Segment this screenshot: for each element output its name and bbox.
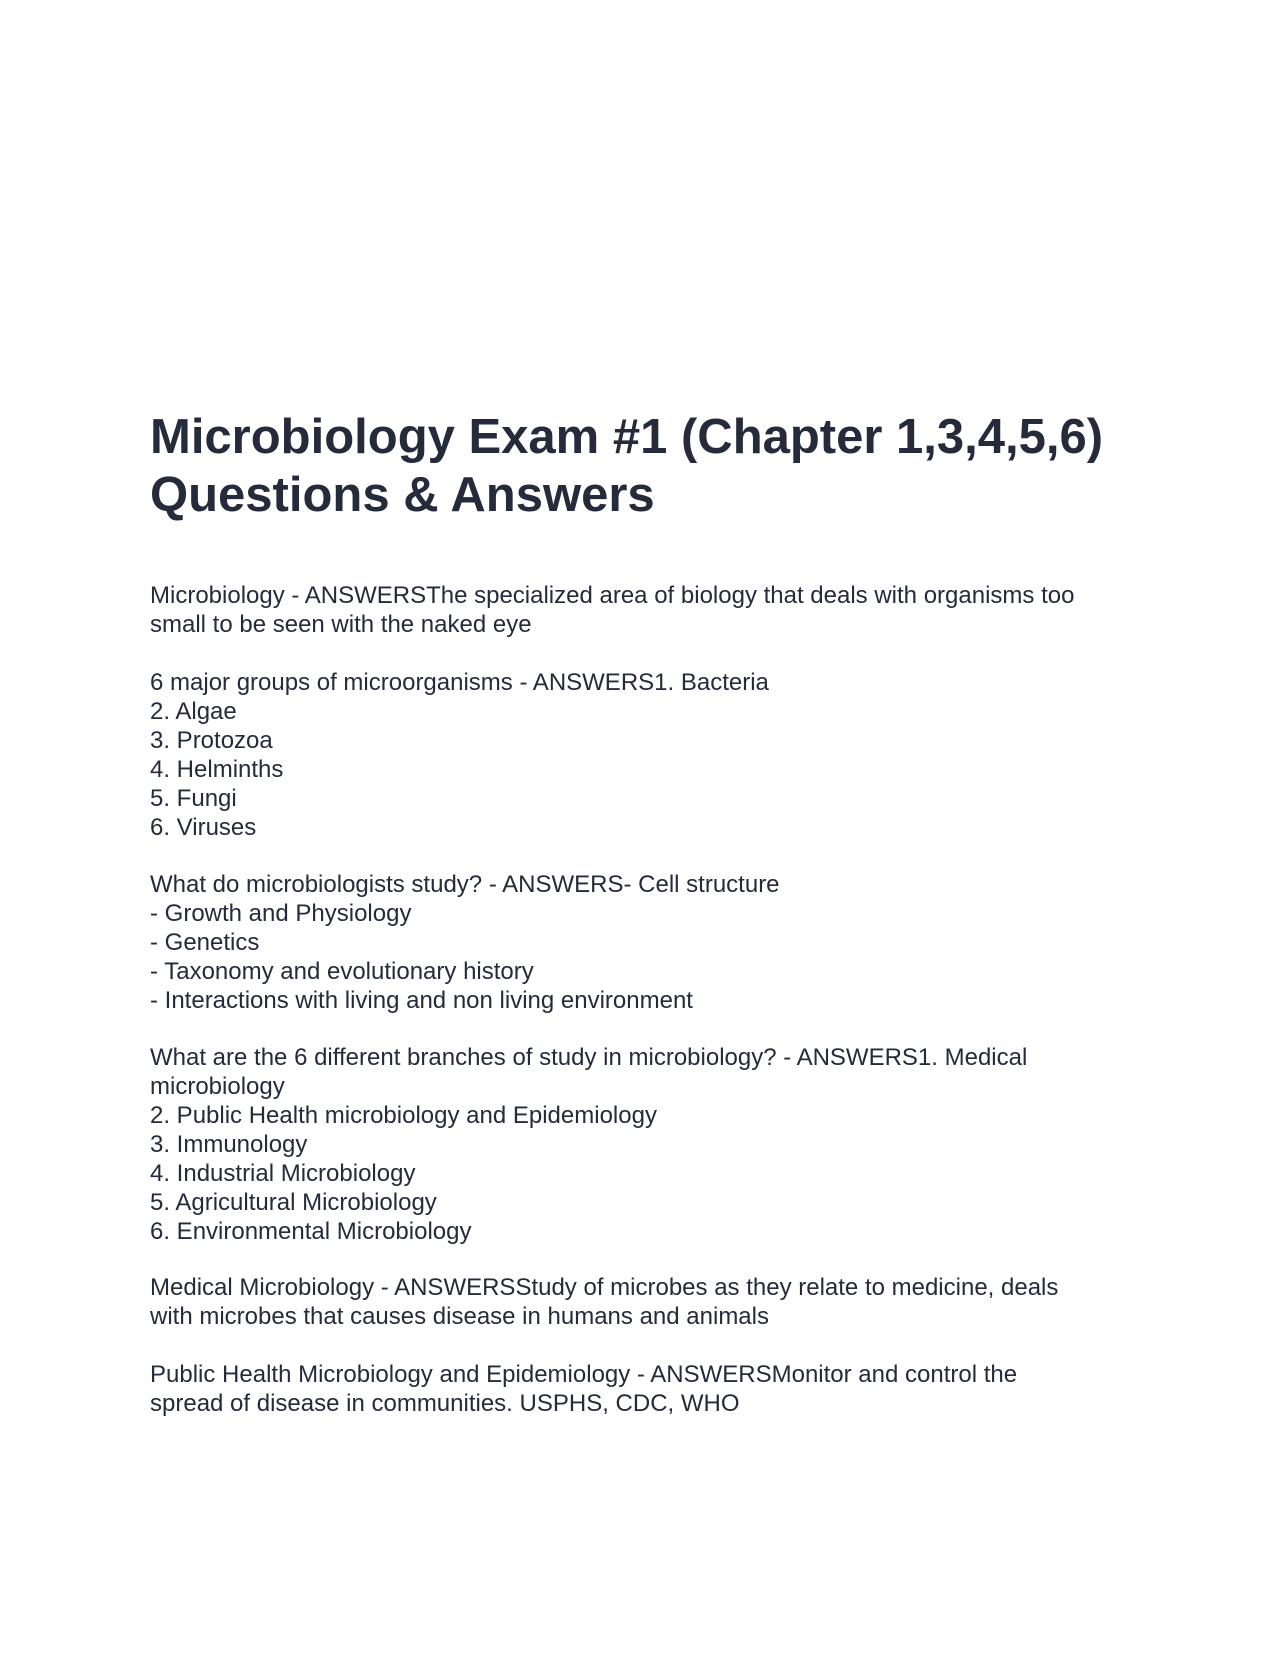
qa-item-public-health-microbiology	[150, 1360, 1160, 1418]
qa-text-line: spread of disease in communities. USPHS, CDC, WHO	[150, 1390, 740, 1417]
qa-text-line: 3. Protozoa	[150, 727, 273, 754]
qa-text-line: small to be seen with the naked eye	[150, 611, 532, 638]
qa-text-line: 2. Algae	[150, 698, 237, 725]
qa-text-line: 6. Environmental Microbiology	[150, 1218, 472, 1245]
qa-text-line: - Genetics	[150, 929, 260, 956]
qa-text-line: 5. Agricultural Microbiology	[150, 1189, 437, 1216]
qa-text-line: 4. Helminths	[150, 756, 284, 783]
qa-text-line: microbiology	[150, 1073, 285, 1100]
qa-text-line: 5. Fungi	[150, 785, 237, 812]
qa-text-line: - Growth and Physiology	[150, 900, 412, 927]
title-line: Microbiology Exam #1 (Chapter 1,3,4,5,6)	[150, 410, 1104, 464]
qa-text-line: with microbes that causes disease in humans and animals	[150, 1303, 769, 1330]
qa-text-line: - Interactions with living and non living environment	[150, 987, 693, 1014]
qa-text-line: What do microbiologists study? - ANSWERS- Cell structure	[150, 871, 780, 898]
qa-text-line: Medical Microbiology - ANSWERSStudy of microbes as they relate to medicine, deals	[150, 1274, 1059, 1301]
qa-item-major-groups	[150, 668, 1160, 842]
qa-text-line: 4. Industrial Microbiology	[150, 1160, 416, 1187]
qa-text-line: 6 major groups of microorganisms - ANSWERS1. Bacteria	[150, 669, 769, 696]
qa-text-line: What are the 6 different branches of study in microbiology? - ANSWERS1. Medical	[150, 1044, 1028, 1071]
qa-text-line: 2. Public Health microbiology and Epidemiology	[150, 1102, 657, 1129]
qa-text-line: Public Health Microbiology and Epidemiology - ANSWERSMonitor and control the	[150, 1361, 1018, 1388]
qa-item-medical-microbiology	[150, 1273, 1160, 1331]
qa-item-microbiology	[150, 581, 1160, 639]
qa-text-line: - Taxonomy and evolutionary history	[150, 958, 534, 985]
qa-item-what-microbiologists-study	[150, 870, 1160, 1015]
qa-text-line: 3. Immunology	[150, 1131, 308, 1158]
qa-text-line: 6. Viruses	[150, 814, 257, 841]
title-line: Questions & Answers	[150, 468, 655, 522]
qa-item-branches-of-study	[150, 1043, 1160, 1246]
qa-text-line: Microbiology - ANSWERSThe specialized area of biology that deals with organisms too	[150, 582, 1075, 609]
page-title	[150, 408, 1160, 524]
